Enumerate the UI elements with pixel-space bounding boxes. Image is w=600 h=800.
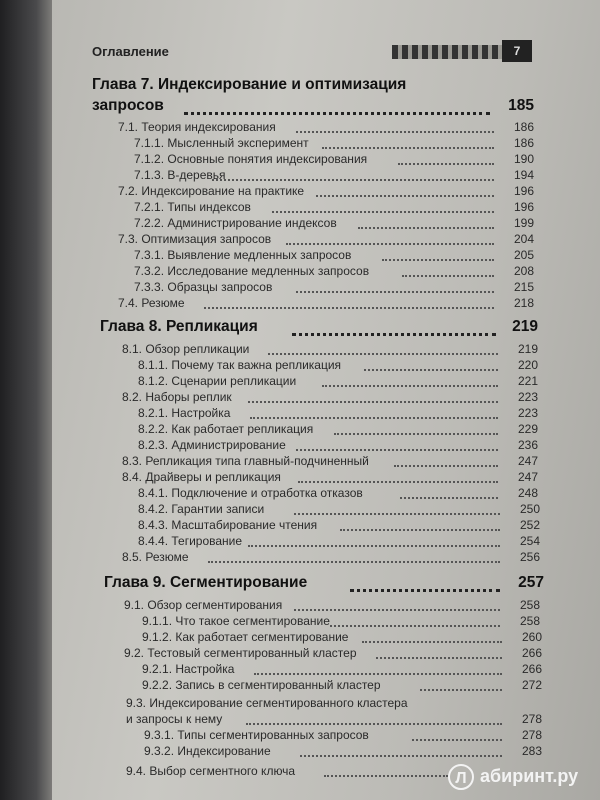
toc-entry-line1 bbox=[0, 696, 600, 712]
dot-leader bbox=[362, 641, 502, 643]
toc-entry bbox=[0, 454, 600, 470]
entry-label: 9.3. Индексирование сегментированного кластера bbox=[126, 696, 408, 710]
entry-label: 8.4.4. Тегирование bbox=[138, 534, 243, 548]
toc-entry bbox=[0, 550, 600, 566]
dot-leader bbox=[296, 131, 494, 133]
dot-leader bbox=[248, 401, 498, 403]
toc-entry bbox=[0, 728, 600, 744]
page-number: 196 bbox=[513, 200, 534, 214]
dot-leader bbox=[382, 259, 494, 261]
entry-label: 7.2. Индексирование на практике bbox=[118, 184, 305, 198]
dot-leader bbox=[420, 689, 502, 691]
toc-entry bbox=[0, 280, 600, 296]
toc-entry bbox=[0, 518, 600, 534]
header-title: Оглавление bbox=[92, 44, 169, 59]
dot-leader bbox=[322, 147, 494, 149]
entry-label: 7.2.2. Администрирование индексов bbox=[134, 216, 337, 230]
labirint-watermark bbox=[448, 762, 596, 792]
dot-leader bbox=[296, 291, 494, 293]
page-number: 236 bbox=[517, 438, 538, 452]
dot-leader bbox=[334, 433, 498, 435]
toc-entry bbox=[0, 390, 600, 406]
entry-label: 8.4. Драйверы и репликация bbox=[122, 470, 281, 484]
dot-leader bbox=[316, 195, 494, 197]
dot-leader bbox=[296, 449, 498, 451]
dot-leader bbox=[402, 275, 494, 277]
dot-leader bbox=[398, 163, 494, 165]
entry-label: 8.1. Обзор репликации bbox=[122, 342, 250, 356]
page-number: 254 bbox=[519, 534, 540, 548]
page-number: 219 bbox=[512, 318, 538, 335]
dot-leader bbox=[294, 513, 500, 515]
page-number: 221 bbox=[517, 374, 538, 388]
entry-label: 8.4.3. Масштабирование чтения bbox=[138, 518, 318, 532]
chapter-title: Глава 8. Репликация bbox=[100, 318, 258, 335]
dot-leader bbox=[300, 755, 502, 757]
page-number: 199 bbox=[513, 216, 534, 230]
page-number: 190 bbox=[513, 152, 534, 166]
entry-label: 9.3.1. Типы сегментированных запросов bbox=[144, 728, 369, 742]
toc-entry bbox=[0, 678, 600, 694]
dot-leader bbox=[324, 775, 448, 777]
toc-entry bbox=[0, 232, 600, 248]
page-number: 219 bbox=[517, 342, 538, 356]
toc-entry bbox=[0, 744, 600, 760]
chapter-7-title-line2 bbox=[0, 97, 600, 117]
dot-leader bbox=[254, 673, 502, 675]
page-number: 250 bbox=[519, 502, 540, 516]
page-number: 186 bbox=[513, 120, 534, 134]
dot-leader bbox=[248, 545, 500, 547]
toc-entry bbox=[0, 662, 600, 678]
dot-leader bbox=[212, 179, 494, 181]
dot-leader bbox=[412, 739, 502, 741]
toc-entry bbox=[0, 264, 600, 280]
entry-label: 9.1. Обзор сегментирования bbox=[124, 598, 283, 612]
chapter-title: Глава 9. Сегментирование bbox=[104, 574, 308, 591]
toc-entry bbox=[0, 486, 600, 502]
watermark-text: абиринт.ру bbox=[480, 766, 579, 786]
page-number: 248 bbox=[517, 486, 538, 500]
entry-label: 8.4.2. Гарантии записи bbox=[138, 502, 265, 516]
toc-entry bbox=[0, 646, 600, 662]
dot-leader bbox=[330, 625, 500, 627]
toc-entry bbox=[0, 598, 600, 614]
page-number: 204 bbox=[513, 232, 534, 246]
entry-label: 9.1.2. Как работает сегментирование bbox=[142, 630, 349, 644]
page-number: 278 bbox=[521, 728, 542, 742]
dot-leader bbox=[294, 609, 500, 611]
chapter-7-title-line1 bbox=[0, 76, 600, 96]
toc-entry bbox=[0, 120, 600, 136]
dot-leader bbox=[250, 417, 498, 419]
toc-entry bbox=[0, 216, 600, 232]
toc-entry bbox=[0, 296, 600, 312]
entry-label: 7.2.1. Типы индексов bbox=[134, 200, 251, 214]
page-number: 247 bbox=[517, 470, 538, 484]
entry-label: 8.3. Репликация типа главный-подчиненный bbox=[122, 454, 369, 468]
entry-label: 8.2.1. Настройка bbox=[138, 406, 231, 420]
labirint-logo-icon: Л bbox=[448, 764, 474, 790]
dot-leader bbox=[376, 657, 502, 659]
toc-entry bbox=[0, 534, 600, 550]
dot-leader bbox=[298, 481, 498, 483]
dot-leader bbox=[394, 465, 498, 467]
entry-label: 7.1.1. Мысленный эксперимент bbox=[134, 136, 309, 150]
toc-entry bbox=[0, 422, 600, 438]
page-number: 205 bbox=[513, 248, 534, 262]
chapter-title: Глава 7. Индексирование и оптимизация bbox=[92, 76, 407, 93]
dot-leader bbox=[358, 227, 494, 229]
dot-leader bbox=[292, 333, 496, 336]
dot-leader bbox=[340, 529, 500, 531]
page-number: 278 bbox=[521, 712, 542, 726]
dot-leader bbox=[322, 385, 498, 387]
entry-label: 9.1.1. Что такое сегментирование bbox=[142, 614, 330, 628]
entry-label: 9.3.2. Индексирование bbox=[144, 744, 271, 758]
chapter-title: запросов bbox=[92, 97, 164, 114]
entry-label: 8.4.1. Подключение и отработка отказов bbox=[138, 486, 363, 500]
entry-label: 7.1.2. Основные понятия индексирования bbox=[134, 152, 368, 166]
toc-entry bbox=[0, 358, 600, 374]
page-number: 283 bbox=[521, 744, 542, 758]
entry-label: 8.2.2. Как работает репликация bbox=[138, 422, 314, 436]
dot-leader bbox=[286, 243, 494, 245]
entry-label: 7.3. Оптимизация запросов bbox=[118, 232, 272, 246]
page-number: 186 bbox=[513, 136, 534, 150]
entry-label: 8.1.1. Почему так важна репликация bbox=[138, 358, 342, 372]
page-number: 194 bbox=[513, 168, 534, 182]
toc-entry bbox=[0, 470, 600, 486]
dot-leader bbox=[400, 497, 498, 499]
entry-label: 7.1.3. В-деревья bbox=[134, 168, 226, 182]
entry-label: 7.3.2. Исследование медленных запросов bbox=[134, 264, 370, 278]
page-number: 247 bbox=[517, 454, 538, 468]
entry-label: 9.2.1. Настройка bbox=[142, 662, 235, 676]
page-number: 208 bbox=[513, 264, 534, 278]
dot-leader bbox=[204, 307, 494, 309]
entry-label: 7.1. Теория индексирования bbox=[118, 120, 276, 134]
chapter-8-title bbox=[0, 318, 600, 338]
page-number: 272 bbox=[521, 678, 542, 692]
entry-label: 8.5. Резюме bbox=[122, 550, 189, 564]
dot-leader bbox=[272, 211, 494, 213]
entry-label: 7.4. Резюме bbox=[118, 296, 185, 310]
dot-leader bbox=[350, 589, 500, 592]
page-number: 257 bbox=[518, 574, 544, 591]
entry-label: 8.2. Наборы реплик bbox=[122, 390, 232, 404]
chapter-9-title bbox=[0, 574, 600, 594]
toc-entry bbox=[0, 342, 600, 358]
dot-leader bbox=[364, 369, 498, 371]
page-number: 223 bbox=[517, 390, 538, 404]
page-number: 258 bbox=[519, 598, 540, 612]
toc-entry bbox=[0, 200, 600, 216]
entry-label: 8.2.3. Администрирование bbox=[138, 438, 286, 452]
page-number: 196 bbox=[513, 184, 534, 198]
toc-entry bbox=[0, 614, 600, 630]
dot-leader bbox=[184, 112, 490, 115]
entry-label: 7.3.3. Образцы запросов bbox=[134, 280, 273, 294]
page-number: 252 bbox=[519, 518, 540, 532]
toc-entry bbox=[0, 136, 600, 152]
page-number: 266 bbox=[521, 662, 542, 676]
dot-leader bbox=[268, 353, 498, 355]
toc-entry bbox=[0, 168, 600, 184]
dot-leader bbox=[208, 561, 500, 563]
page-number: 256 bbox=[519, 550, 540, 564]
entry-label: 7.3.1. Выявление медленных запросов bbox=[134, 248, 352, 262]
page-number: 260 bbox=[521, 630, 542, 644]
toc-entry bbox=[0, 152, 600, 168]
page-number: 266 bbox=[521, 646, 542, 660]
header-page-number: 7 bbox=[502, 40, 532, 62]
entry-label: 9.4. Выбор сегментного ключа bbox=[126, 764, 296, 778]
toc-entry bbox=[0, 406, 600, 422]
entry-label: 9.2.2. Запись в сегментированный кластер bbox=[142, 678, 381, 692]
dot-leader bbox=[246, 723, 502, 725]
page-number: 220 bbox=[517, 358, 538, 372]
entry-label: 8.1.2. Сценарии репликации bbox=[138, 374, 297, 388]
page-number: 258 bbox=[519, 614, 540, 628]
page-number: 218 bbox=[513, 296, 534, 310]
page-number: 229 bbox=[517, 422, 538, 436]
page-number: 223 bbox=[517, 406, 538, 420]
entry-label: и запросы к нему bbox=[126, 712, 223, 726]
toc-entry-line2 bbox=[0, 712, 600, 728]
toc-entry bbox=[0, 630, 600, 646]
toc-entry bbox=[0, 438, 600, 454]
toc-entry bbox=[0, 374, 600, 390]
toc-entry bbox=[0, 248, 600, 264]
page-number: 215 bbox=[513, 280, 534, 294]
entry-label: 9.2. Тестовый сегментированный кластер bbox=[124, 646, 357, 660]
toc-entry bbox=[0, 502, 600, 518]
page-number: 185 bbox=[508, 97, 534, 114]
toc-entry bbox=[0, 184, 600, 200]
